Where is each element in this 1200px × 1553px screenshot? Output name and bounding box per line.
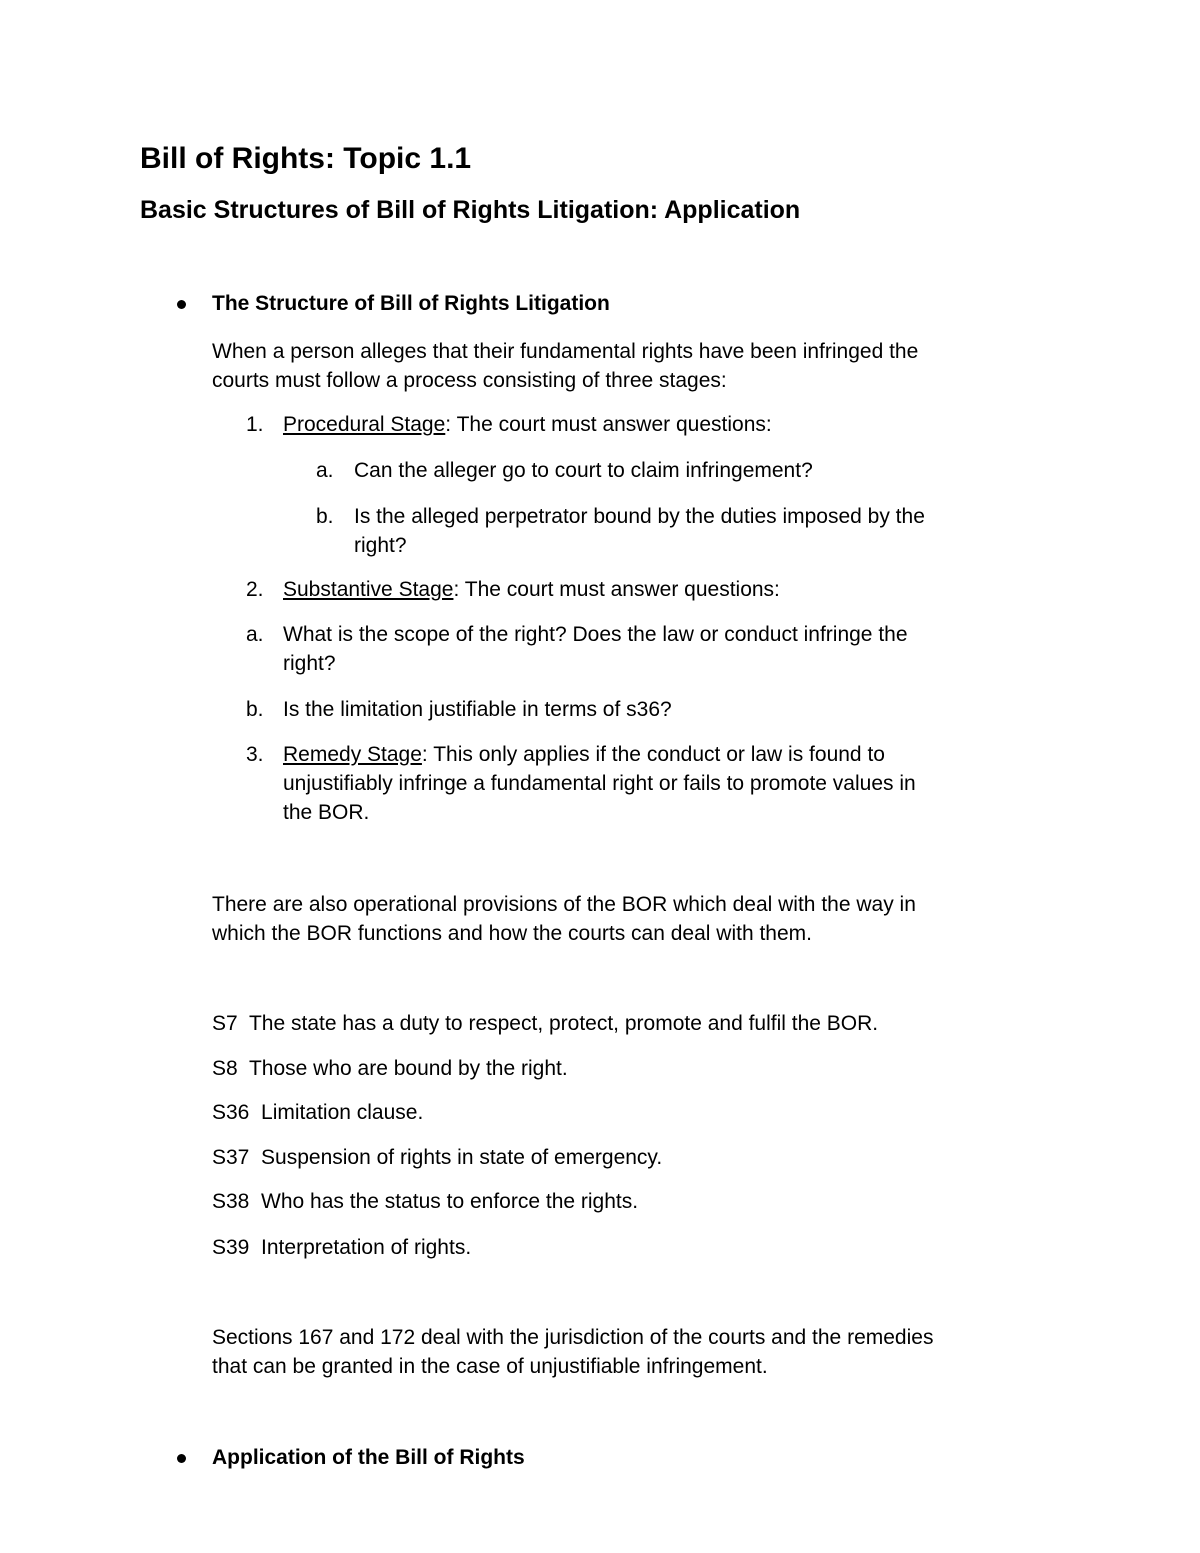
stage-text: : The court must answer questions:	[445, 413, 772, 436]
operational-line-1: There are also operational provisions of the BOR which deal with the way in	[212, 893, 916, 916]
operational-line-2: which the BOR functions and how the courts can deal with them.	[212, 922, 812, 945]
section-heading-application: Application of the Bill of Rights	[212, 1446, 525, 1469]
stage-substantive	[283, 575, 780, 605]
section-code: S38	[212, 1190, 250, 1213]
section-ref-s39	[212, 1233, 471, 1263]
section-code: S7	[212, 1012, 238, 1035]
section-code: S36	[212, 1101, 250, 1124]
stage-name: Procedural Stage	[283, 413, 446, 436]
section-heading-structure: The Structure of Bill of Rights Litigation	[212, 292, 610, 315]
stage-number: 3.	[246, 743, 264, 766]
question-text-continued: right?	[283, 652, 336, 675]
intro-line-1: When a person alleges that their fundamental rights have been infringed the	[212, 340, 919, 363]
section-code: S37	[212, 1146, 250, 1169]
section-code: S8	[212, 1057, 238, 1080]
intro-line-2: courts must follow a process consisting of three stages:	[212, 369, 727, 392]
section-ref-s7	[212, 1009, 878, 1039]
stage-number: 1.	[246, 413, 264, 436]
stage-text-continued: unjustifiably infringe a fundamental right or fails to promote values in	[283, 772, 916, 795]
section-text: Who has the status to enforce the rights.	[261, 1190, 639, 1213]
stage-name: Substantive Stage	[283, 578, 454, 601]
closing-line-1: Sections 167 and 172 deal with the jurisdiction of the courts and the remedies	[212, 1326, 934, 1349]
page-title: Bill of Rights: Topic 1.1	[140, 142, 472, 175]
page-subtitle: Basic Structures of Bill of Rights Litigation: Application	[140, 196, 801, 224]
section-ref-s36	[212, 1098, 423, 1128]
stage-number: 2.	[246, 578, 264, 601]
question-letter: a.	[316, 459, 334, 482]
question-text: Is the alleged perpetrator bound by the duties imposed by the	[354, 505, 925, 528]
question-text: Can the alleger go to court to claim infringement?	[354, 459, 813, 482]
stage-remedy	[283, 740, 885, 770]
section-code: S39	[212, 1236, 250, 1259]
section-text: The state has a duty to respect, protect, promote and fulfil the BOR.	[248, 1012, 879, 1035]
stage-text: : The court must answer questions:	[453, 578, 780, 601]
stage-text-continued: the BOR.	[283, 801, 370, 824]
question-letter: a.	[246, 623, 264, 646]
section-text: Suspension of rights in state of emergency.	[261, 1146, 663, 1169]
question-text: Is the limitation justifiable in terms of s36?	[283, 698, 672, 721]
closing-line-2: that can be granted in the case of unjustifiable infringement.	[212, 1355, 768, 1378]
question-letter: b.	[246, 698, 264, 721]
section-ref-s37	[212, 1143, 662, 1173]
bullet-icon	[177, 300, 186, 309]
stage-name: Remedy Stage	[283, 743, 422, 766]
section-text: Limitation clause.	[261, 1101, 424, 1124]
bullet-icon	[177, 1454, 186, 1463]
section-text: Those who are bound by the right.	[248, 1057, 568, 1080]
section-ref-s8	[212, 1054, 568, 1084]
question-text-continued: right?	[354, 534, 407, 557]
question-letter: b.	[316, 505, 334, 528]
stage-text: : This only applies if the conduct or law is found to	[421, 743, 885, 766]
section-text: Interpretation of rights.	[261, 1236, 472, 1259]
section-ref-s38	[212, 1187, 638, 1217]
question-text: What is the scope of the right? Does the law or conduct infringe the	[283, 623, 908, 646]
stage-procedural	[283, 410, 772, 440]
